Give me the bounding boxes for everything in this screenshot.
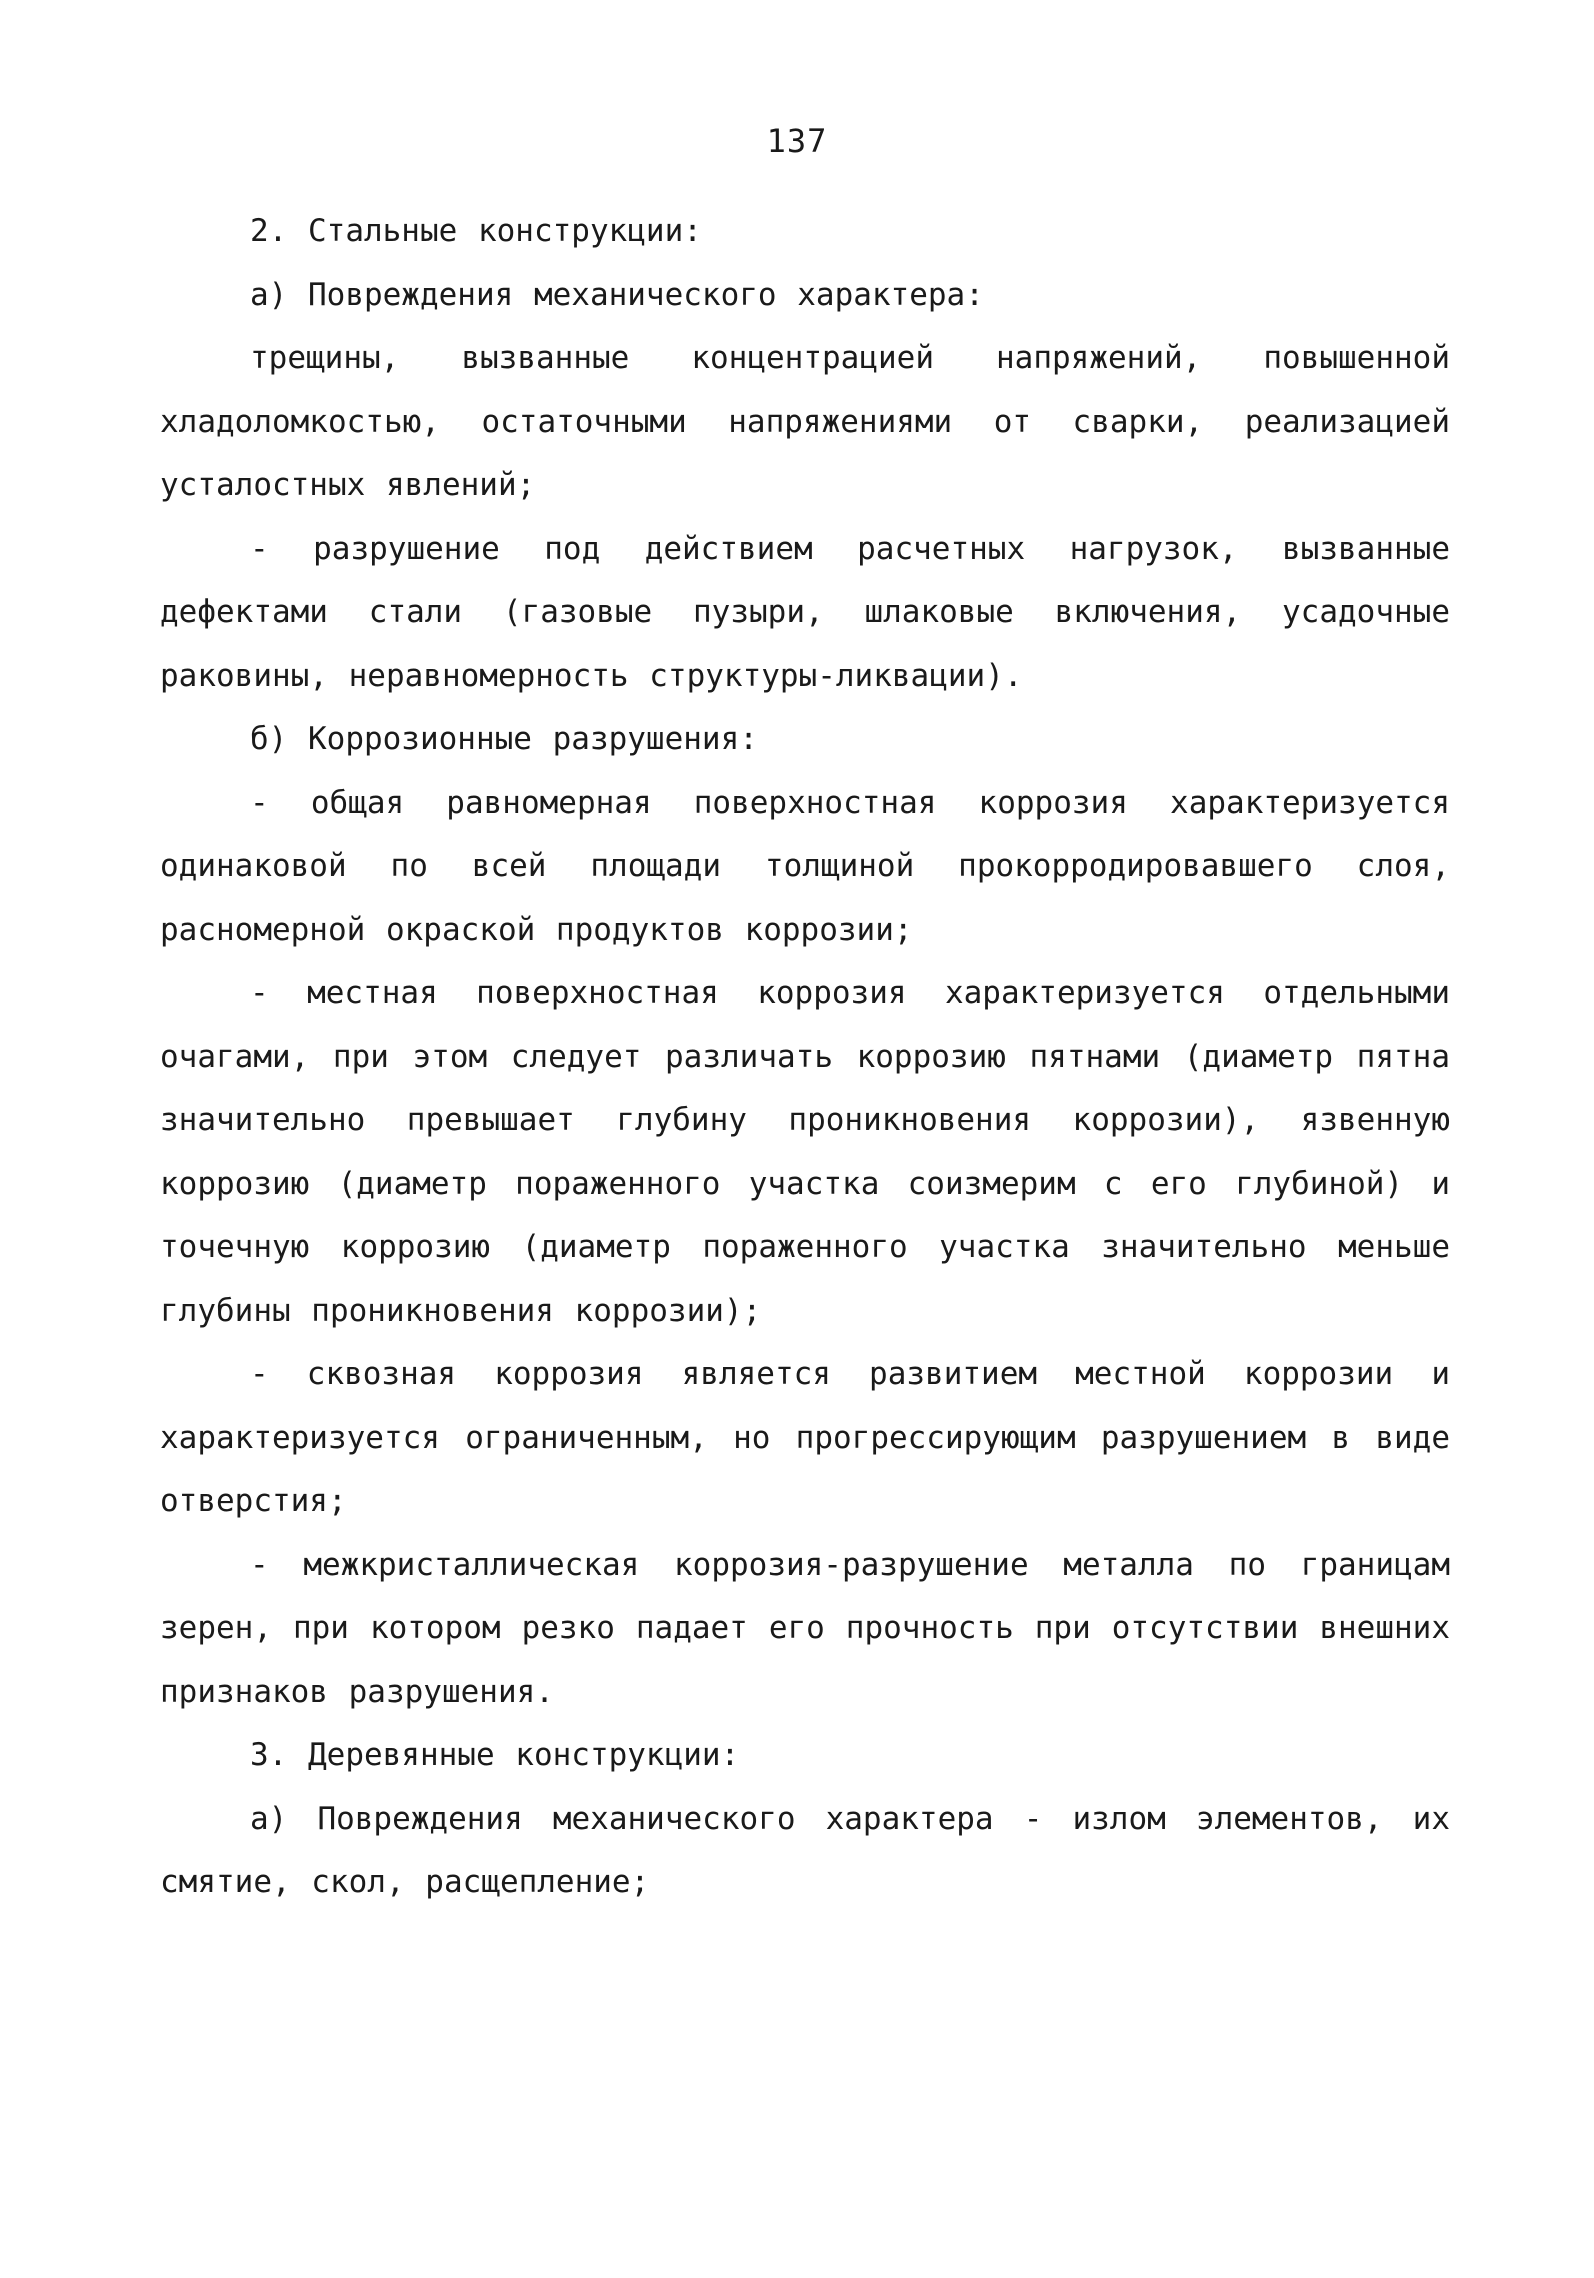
paragraph-wooden-heading: 3. Деревянные конструкции: bbox=[250, 1737, 740, 1773]
paragraph-corrosion-heading: б) Коррозионные разрушения: bbox=[250, 721, 758, 757]
paragraph-intergranular-corrosion: - межкристаллическая коррозия-разрушение металла по границам зерен, при котором резко падает его прочность при отсутствии внешних признаков разрушения. bbox=[160, 1546, 1450, 1710]
paragraph-through-corrosion: - сквозная коррозия является развитием местной коррозии и характеризуется ограниченным, но прогрессирующим разрушением в виде отверстия; bbox=[160, 1356, 1450, 1519]
paragraph-destruction-under-load: - разрушение под действием расчетных нагрузок, вызванные дефектами стали (газовые пузыри, шлаковые включения, усадочные раковины, неравномерность структуры-ликвации). bbox=[160, 530, 1450, 694]
paragraph-steel-heading: 2. Стальные конструкции: bbox=[250, 213, 702, 249]
paragraph-local-corrosion: - местная поверхностная коррозия характеризуется отдельными очагами, при этом следует различать коррозию пятнами (диаметр пятна значительно превышает глубину проникновения коррозии), язвенную коррозию (диаметр пораженного участка соизмерим с его глубиной) и точечную коррозию (диаметр пораженного участка значительно меньше глубины проникновения коррозии); bbox=[160, 975, 1450, 1329]
paragraph-cracks: трещины, вызванные концентрацией напряжений, повышенной хладоломкостью, остаточными напряжениями от сварки, реализацией усталостных явлений; bbox=[160, 340, 1450, 503]
page-number: 137 bbox=[766, 122, 828, 160]
paragraph-mechanical-damage-heading: а) Повреждения механического характера: bbox=[250, 276, 984, 313]
paragraph-uniform-corrosion: - общая равномерная поверхностная коррозия характеризуется одинаковой по всей площади толщиной прокорродировавшего слоя, расномерной окраской продуктов коррозии; bbox=[160, 784, 1450, 948]
document-body bbox=[160, 200, 1450, 1915]
paragraph-wooden-mechanical-damage: а) Повреждения механического характера - излом элементов, их смятие, скол, расщепление; bbox=[160, 1800, 1450, 1900]
